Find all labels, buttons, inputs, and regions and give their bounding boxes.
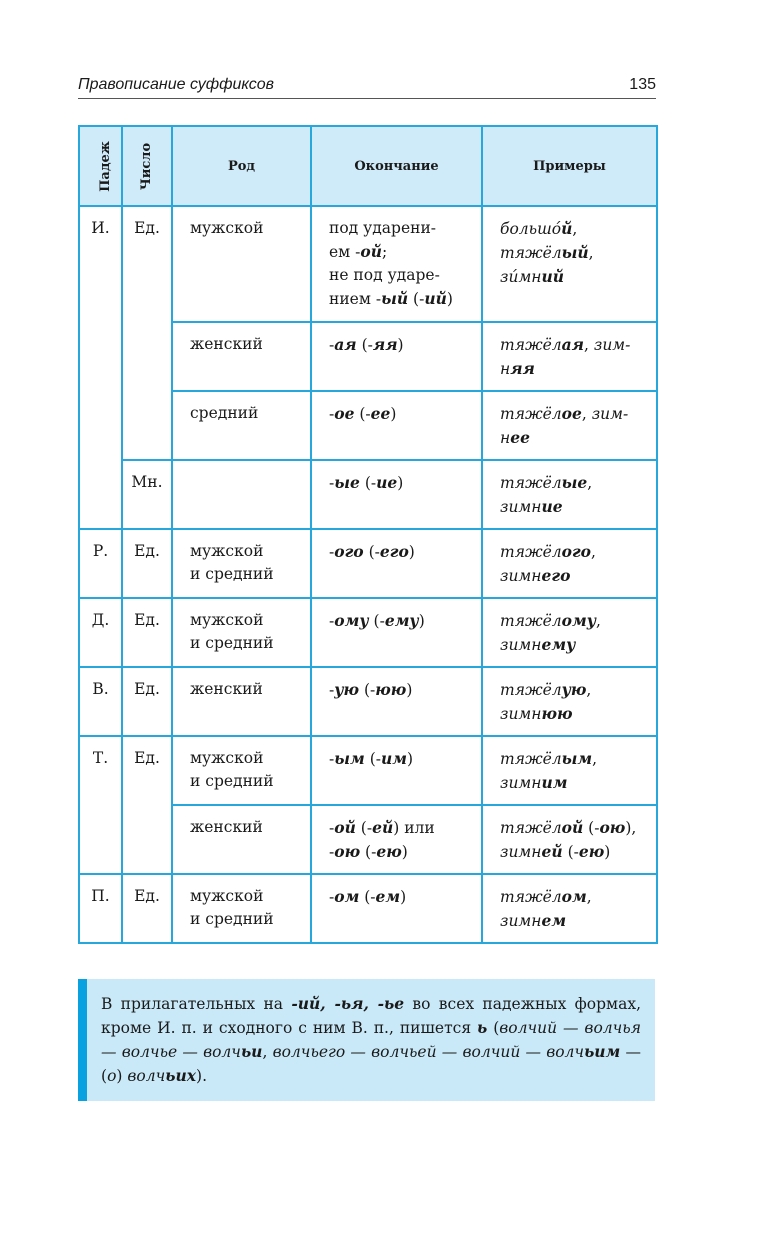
gender-cell: женский — [172, 667, 311, 736]
number-singular: Ед. — [122, 667, 172, 736]
example-cell: тяжёлое, зим- нее — [482, 391, 657, 460]
gender-cell: мужской и средний — [172, 874, 311, 943]
number-singular: Ед. — [122, 529, 172, 598]
case-instrumental: Т. — [79, 736, 122, 874]
number-singular: Ед. — [122, 736, 172, 874]
header-case: Падеж — [79, 126, 122, 206]
case-accusative: В. — [79, 667, 122, 736]
gender-cell: женский — [172, 805, 311, 874]
ending-cell: -ом (-ем) — [311, 874, 482, 943]
header-examples: Примеры — [482, 126, 657, 206]
example-cell: тяжёлым, зимним — [482, 736, 657, 805]
table-row — [79, 874, 657, 943]
header-gender: Род — [172, 126, 311, 206]
table-row — [79, 206, 657, 322]
adjective-endings-table — [78, 125, 658, 944]
ending-cell: -ой (-ей) или -ою (-ею) — [311, 805, 482, 874]
case-dative: Д. — [79, 598, 122, 667]
ending-cell: -ую (-юю) — [311, 667, 482, 736]
example-cell: тяжёлую, зимнюю — [482, 667, 657, 736]
ending-cell: -ая (-яя) — [311, 322, 482, 391]
table-header-row — [79, 126, 657, 206]
example-cell: тяжёлая, зим- няя — [482, 322, 657, 391]
table-row — [79, 460, 657, 529]
ending-cell: -ому (-ему) — [311, 598, 482, 667]
ending-cell: -ое (-ее) — [311, 391, 482, 460]
gender-cell — [172, 460, 311, 529]
table-row — [79, 667, 657, 736]
ending-cell: -ые (-ие) — [311, 460, 482, 529]
gender-cell: мужской — [172, 206, 311, 322]
example-cell: тяжёлые, зимние — [482, 460, 657, 529]
rule-note: В прилагательных на -ий, -ья, -ье во всех падежных формах, кроме И. п. и сходного с ним В. п., пишется ь (волчий — волчья — волчье — волчьи, волчьего — волчьей — волчий — волчьим — (о) волчьих). — [78, 979, 655, 1101]
example-cell: большóй, тяжёлый, зимний — [482, 206, 657, 322]
table-row — [79, 598, 657, 667]
gender-cell: мужской и средний — [172, 598, 311, 667]
example-cell: тяжёлого, зимнего — [482, 529, 657, 598]
number-singular: Ед. — [122, 206, 172, 460]
case-prepositional: П. — [79, 874, 122, 943]
example-cell: тяжёлой (-ою), зимней (-ею) — [482, 805, 657, 874]
ending-cell: -ым (-им) — [311, 736, 482, 805]
header-ending: Окончание — [311, 126, 482, 206]
table-row — [79, 736, 657, 805]
number-plural: Мн. — [122, 460, 172, 529]
section-title: Правописание суффиксов — [78, 76, 275, 93]
gender-cell: мужской и средний — [172, 529, 311, 598]
example-cell: тяжёлом, зимнем — [482, 874, 657, 943]
ending-cell: под ударени- ем -ой; не под ударе- нием -ый (-ий) — [311, 206, 482, 322]
number-singular: Ед. — [122, 874, 172, 943]
case-genitive: Р. — [79, 529, 122, 598]
page-number: 135 — [629, 76, 656, 93]
gender-cell: мужской и средний — [172, 736, 311, 805]
example-cell: тяжёлому, зимнему — [482, 598, 657, 667]
gender-cell: женский — [172, 322, 311, 391]
gender-cell: средний — [172, 391, 311, 460]
header-number: Число — [122, 126, 172, 206]
running-header — [78, 76, 656, 99]
table-row — [79, 529, 657, 598]
case-nominative: И. — [79, 206, 122, 529]
number-singular: Ед. — [122, 598, 172, 667]
ending-cell: -ого (-его) — [311, 529, 482, 598]
